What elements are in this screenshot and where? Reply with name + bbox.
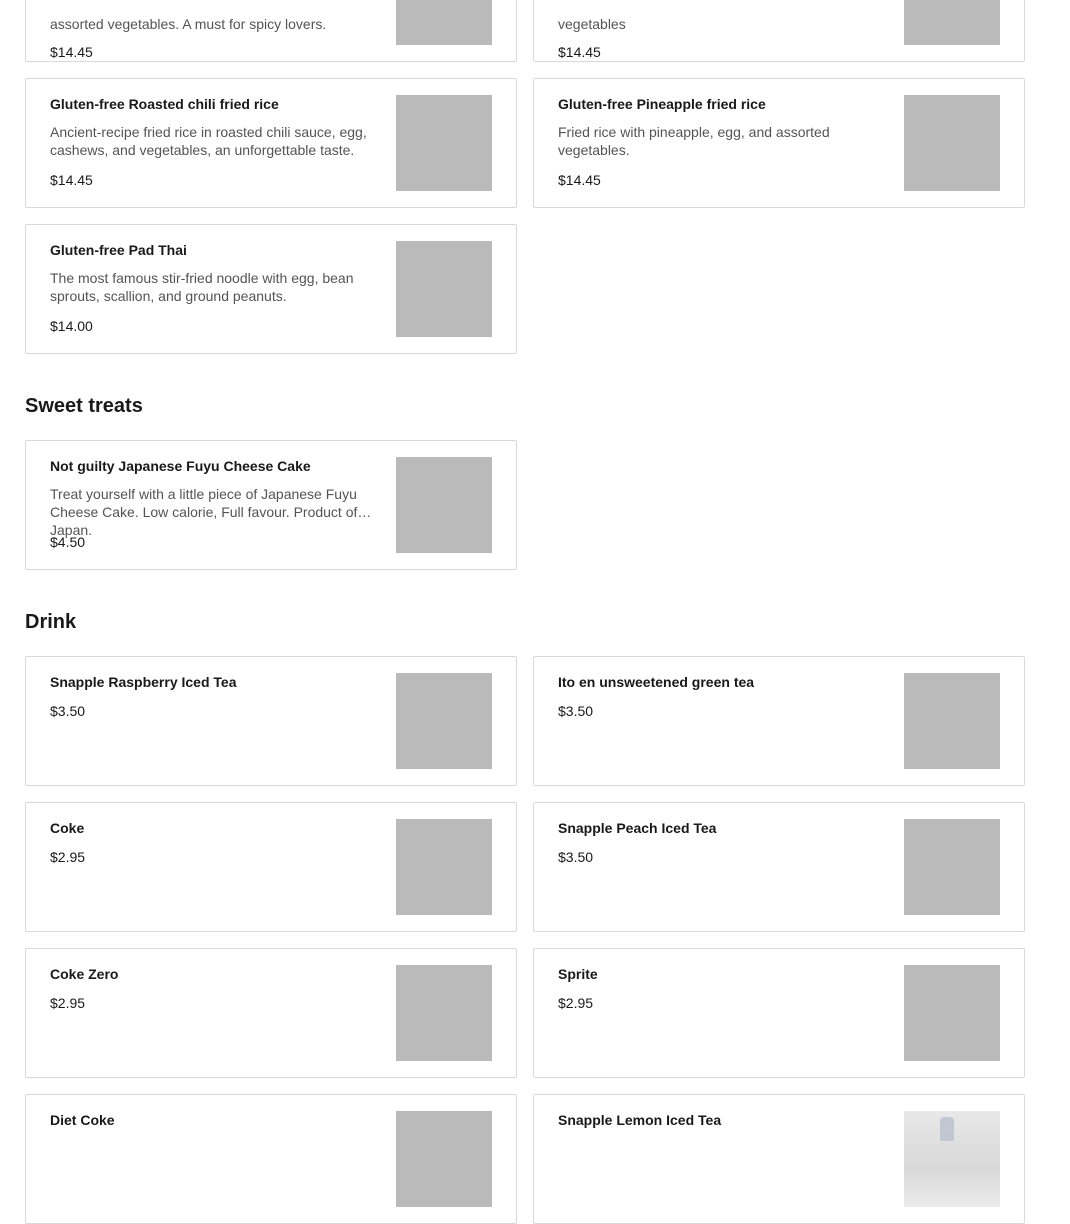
menu-item-image bbox=[396, 457, 492, 553]
menu-item-image bbox=[904, 965, 1000, 1061]
menu-item-name: Coke Zero bbox=[50, 966, 119, 982]
menu-item-image bbox=[396, 0, 492, 45]
menu-item-image bbox=[396, 1111, 492, 1207]
menu-item-photo bbox=[904, 1111, 1000, 1207]
menu-item-image bbox=[396, 241, 492, 337]
menu-item-image bbox=[904, 673, 1000, 769]
menu-item-price: $3.50 bbox=[50, 703, 86, 719]
menu-item-image bbox=[396, 965, 492, 1061]
menu-item-price: $14.00 bbox=[50, 318, 93, 334]
menu-item-card[interactable] bbox=[25, 0, 517, 62]
menu-item-price: $14.45 bbox=[50, 44, 93, 60]
menu-item-image bbox=[396, 95, 492, 191]
menu-item-price: $3.50 bbox=[558, 849, 594, 865]
menu-item-name: Ito en unsweetened green tea bbox=[558, 674, 755, 690]
menu-item-price: $2.95 bbox=[558, 995, 594, 1011]
menu-item-image bbox=[396, 819, 492, 915]
menu-item-name: Gluten-free Pad Thai bbox=[50, 242, 187, 258]
menu-item-name: Not guilty Japanese Fuyu Cheese Cake bbox=[50, 458, 311, 474]
menu-item-price: $14.45 bbox=[50, 172, 93, 188]
menu-item-description: Treat yourself with a little piece of Japanese Fuyu Cheese Cake. Low calorie, Full favour. Product of Japan. bbox=[50, 486, 358, 538]
menu-item-price: $4.50 bbox=[50, 534, 86, 550]
menu-item-price: $3.50 bbox=[558, 703, 594, 719]
menu-item-card[interactable] bbox=[25, 224, 517, 354]
menu-item-card[interactable] bbox=[25, 948, 517, 1078]
menu-item-name: Snapple Raspberry Iced Tea bbox=[50, 674, 237, 690]
menu-item-name: Snapple Peach Iced Tea bbox=[558, 820, 717, 836]
menu-item-card[interactable] bbox=[533, 78, 1025, 208]
menu-item-card[interactable] bbox=[533, 656, 1025, 786]
menu-item-description: assorted vegetables. A must for spicy lovers. bbox=[50, 16, 327, 32]
menu-item-card[interactable] bbox=[533, 0, 1025, 62]
menu-item-card[interactable] bbox=[25, 656, 517, 786]
menu-item-name: Diet Coke bbox=[50, 1112, 115, 1128]
menu-item-description: Ancient-recipe fried rice in roasted chili sauce, egg, cashews, and vegetables, an unforgettable taste. bbox=[50, 124, 367, 158]
menu-item-card[interactable] bbox=[533, 1094, 1025, 1224]
menu-item-description: Fried rice with pineapple, egg, and assorted vegetables. bbox=[558, 124, 830, 158]
section-title-sweet-treats: Sweet treats bbox=[25, 395, 143, 417]
menu-item-price: $14.45 bbox=[558, 172, 601, 188]
menu-item-image bbox=[904, 95, 1000, 191]
menu-item-price: $14.45 bbox=[558, 44, 601, 60]
menu-item-card[interactable] bbox=[25, 802, 517, 932]
menu-item-card[interactable] bbox=[25, 440, 517, 570]
menu-item-description: The most famous stir-fried noodle with egg, bean sprouts, scallion, and ground peanuts. bbox=[50, 270, 354, 304]
section-title-drink: Drink bbox=[25, 611, 77, 633]
menu-item-price: $2.95 bbox=[50, 849, 86, 865]
menu-item-name: Coke bbox=[50, 820, 85, 836]
menu-item-description: vegetables bbox=[558, 16, 626, 32]
menu-item-image bbox=[396, 673, 492, 769]
menu-item-card[interactable] bbox=[533, 948, 1025, 1078]
bottle-icon bbox=[940, 1117, 954, 1141]
menu-item-image bbox=[904, 819, 1000, 915]
menu-item-price: $2.95 bbox=[50, 995, 86, 1011]
menu-item-name: Snapple Lemon Iced Tea bbox=[558, 1112, 722, 1128]
menu-item-name: Sprite bbox=[558, 966, 598, 982]
menu-item-image bbox=[904, 0, 1000, 45]
menu-item-name: Gluten-free Pineapple fried rice bbox=[558, 96, 766, 112]
menu-item-name: Gluten-free Roasted chili fried rice bbox=[50, 96, 279, 112]
menu-item-card[interactable] bbox=[25, 1094, 517, 1224]
menu-item-card[interactable] bbox=[25, 78, 517, 208]
menu-item-card[interactable] bbox=[533, 802, 1025, 932]
